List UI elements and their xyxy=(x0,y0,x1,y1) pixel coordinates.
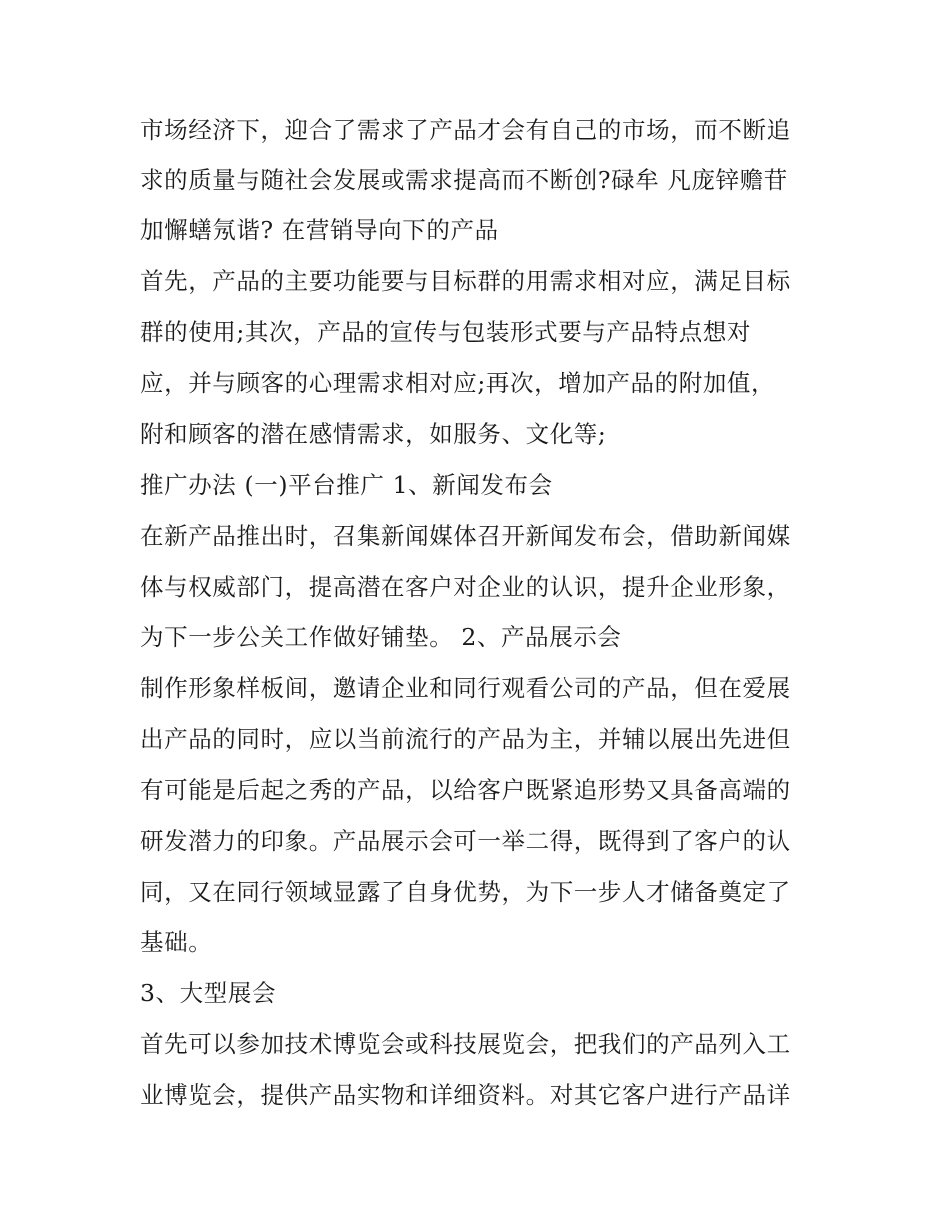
text-line-20: 业博览会，提供产品实物和详细资料。对其它客户进行产品详 xyxy=(140,1081,791,1109)
text-line-4: 首先，产品的主要功能要与目标群的用需求相对应，满足目标 xyxy=(140,267,791,295)
text-line-7: 附和顾客的潜在感情需求，如服务、文化等; xyxy=(140,420,607,448)
text-line-19: 首先可以参加技术博览会或科技展览会，把我们的产品列入工 xyxy=(140,1030,791,1058)
text-line-13: 出产品的同时，应以当前流行的产品为主，并辅以展出先进但 xyxy=(140,725,791,753)
text-line-16: 同，又在同行领域显露了自身优势，为下一步人才储备奠定了 xyxy=(140,878,791,906)
text-line-6: 应，并与顾客的心理需求相对应;再次，增加产品的附加值， xyxy=(140,369,776,397)
text-line-3: 加懈蟮氖谐? 在营销导向下的产品 xyxy=(140,216,499,244)
text-line-9: 在新产品推出时，召集新闻媒体召开新闻发布会，借助新闻媒 xyxy=(140,522,791,550)
text-line-17: 基础。 xyxy=(140,928,213,956)
text-line-8: 推广办法 (一)平台推广 1、新闻发布会 xyxy=(140,471,553,499)
text-line-15: 研发潜力的印象。产品展示会可一举二得，既得到了客户的认 xyxy=(140,827,791,855)
text-line-12: 制作形象样板间，邀请企业和同行观看公司的产品，但在爱展 xyxy=(140,674,791,702)
text-line-10: 体与权威部门，提高潜在客户对企业的认识，提升企业形象， xyxy=(140,573,791,601)
text-line-1: 市场经济下，迎合了需求了产品才会有自己的市场，而不断追 xyxy=(140,116,791,144)
text-line-14: 有可能是后起之秀的产品，以给客户既紧追形势又具备高端的 xyxy=(140,776,791,804)
text-line-2: 求的质量与随社会发展或需求提高而不断创?碌牟 凡庞锌赡苷 xyxy=(140,166,788,194)
text-line-11: 为下一步公关工作做好铺垫。 2、产品展示会 xyxy=(140,623,622,651)
text-line-5: 群的使用;其次，产品的宣传与包装形式要与产品特点想对 xyxy=(140,318,752,346)
text-line-18: 3、大型展会 xyxy=(140,979,277,1007)
